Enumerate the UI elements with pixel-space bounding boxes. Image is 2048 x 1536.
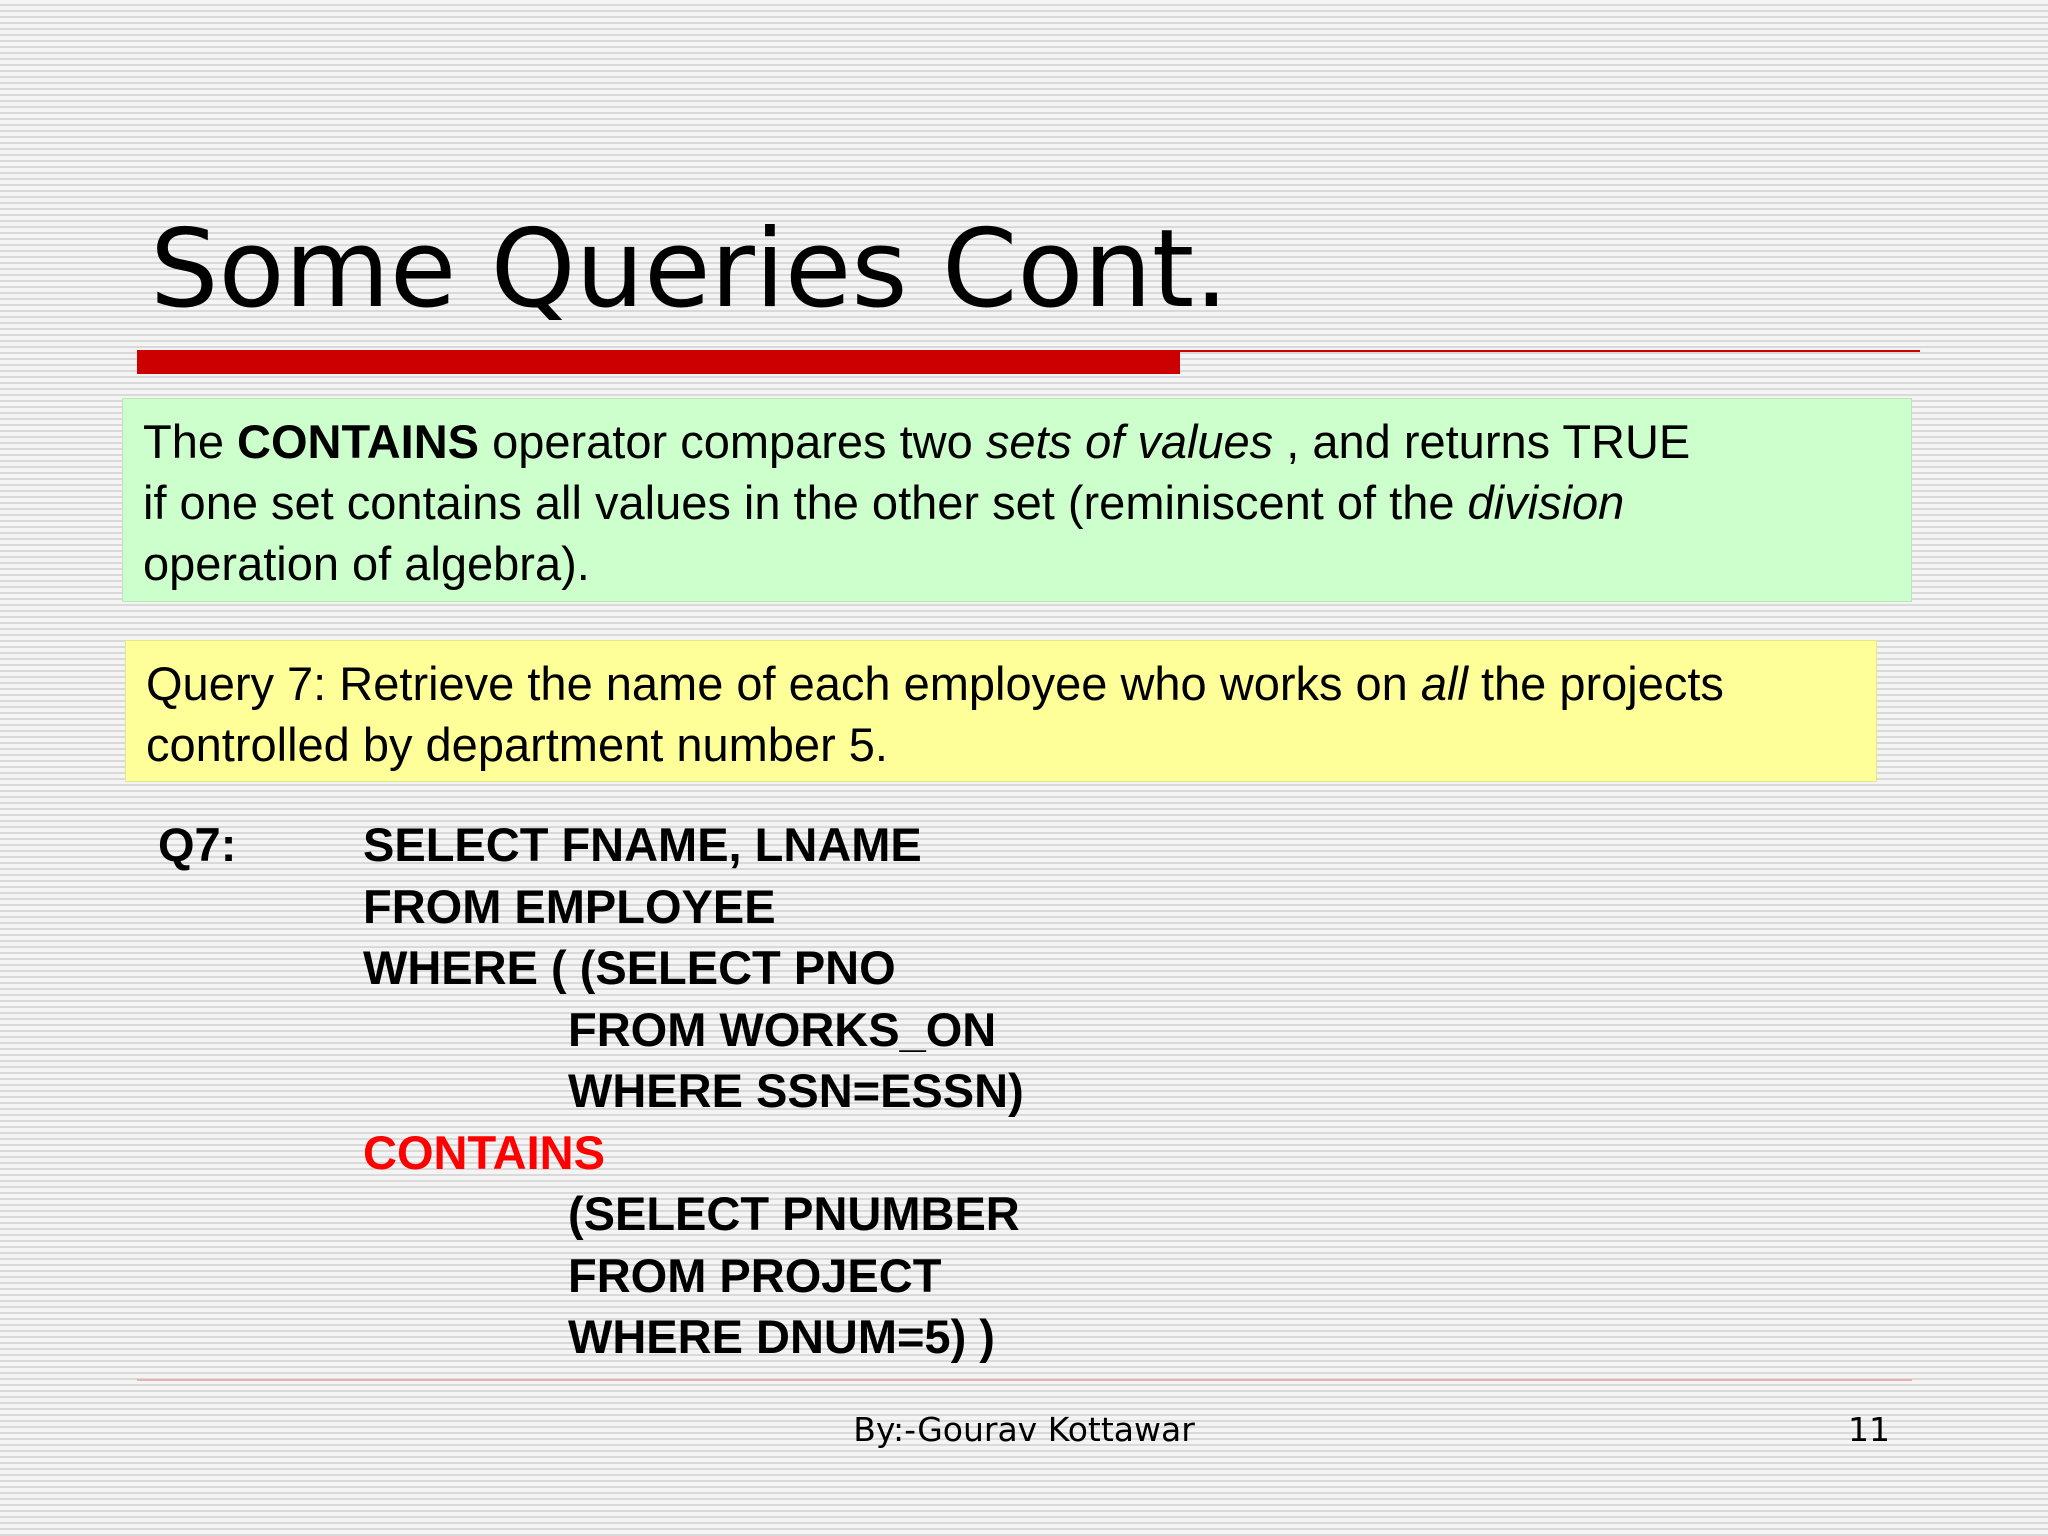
definition-text: if one set contains all values in the other set (reminiscent of the: [143, 476, 1468, 529]
query-text: the projects: [1467, 657, 1724, 710]
query-line-1: [146, 653, 1856, 714]
definition-line-2: [143, 472, 1891, 533]
contains-operator: CONTAINS: [363, 1125, 605, 1179]
definition-line-1: [143, 411, 1891, 472]
sql-line: FROM PROJECT: [568, 1248, 942, 1302]
definition-box: [122, 398, 1912, 602]
sql-line: FROM WORKS_ON: [568, 1002, 997, 1056]
footer-divider: [137, 1379, 1912, 1381]
sql-line: WHERE DNUM=5) ): [568, 1310, 995, 1363]
sql-line: SELECT FNAME, LNAME: [363, 818, 922, 871]
sql-line: FROM EMPLOYEE: [363, 879, 776, 933]
footer-author: By:-Gourav Kottawar: [853, 1410, 1195, 1449]
sql-line: WHERE SSN=ESSN): [568, 1064, 1024, 1117]
contains-keyword: CONTAINS: [237, 415, 480, 468]
definition-text: The: [143, 415, 238, 468]
definition-text: , and returns TRUE: [1273, 415, 1691, 468]
query-description-box: [125, 640, 1877, 782]
all-emphasis: all: [1420, 657, 1468, 710]
query-label: Q7:: [158, 818, 237, 871]
page-number: 11: [1848, 1410, 1890, 1449]
sets-of-values-emphasis: sets of values: [985, 415, 1274, 468]
title-underline-rule: [1180, 350, 1920, 352]
definition-line-3: operation of algebra).: [143, 537, 590, 590]
title-underline-bar: [137, 350, 1180, 374]
query-text: Query 7: Retrieve the name of each employee who works on: [146, 657, 1421, 710]
definition-text: operator compares two: [479, 415, 986, 468]
sql-line: WHERE ( (SELECT PNO: [363, 941, 896, 994]
division-emphasis: division: [1467, 476, 1625, 529]
slide-title: Some Queries Cont.: [150, 207, 1229, 332]
sql-line: (SELECT PNUMBER: [568, 1187, 1020, 1240]
query-line-2: controlled by department number 5.: [146, 718, 888, 771]
